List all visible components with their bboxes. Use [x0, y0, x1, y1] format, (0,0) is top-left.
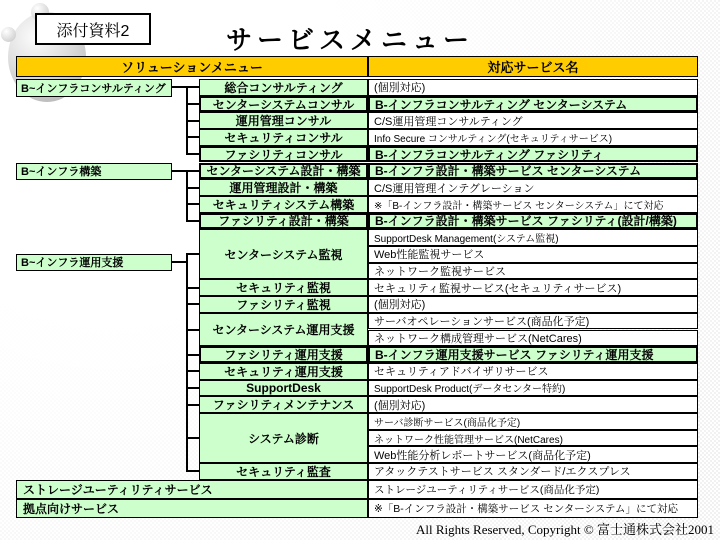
service-cell: ※「B-インフラ設計・構築サービス センターシステム」にて対応 — [368, 196, 698, 213]
service-cell: SupportDesk Product(データセンター特約) — [368, 380, 698, 397]
tree-branch — [186, 370, 199, 372]
tree-branch — [186, 136, 199, 138]
category-box: B~インフラ構築 — [16, 163, 172, 181]
service-cell: (個別対応) — [368, 296, 698, 313]
tree-branch — [186, 187, 199, 189]
column-header-service-name: 対応サービス名 — [368, 56, 698, 77]
service-cell: Web性能分析レポートサービス(商品化予定) — [368, 446, 698, 463]
tree-branch — [186, 170, 199, 172]
service-cell: サーバ診断サービス(商品化予定) — [368, 413, 698, 430]
category-box: B~インフラコンサルティング — [16, 79, 172, 97]
tree-branch — [186, 470, 199, 472]
solution-cell: セキュリティ運用支援 — [199, 363, 368, 380]
service-cell: セキュリティ監視サービス(セキュリティサービス) — [368, 279, 698, 296]
tree-branch — [186, 303, 199, 305]
service-cell: B-インフラコンサルティング センターシステム — [368, 96, 698, 113]
tree-branch — [186, 354, 199, 356]
tree-branch — [186, 387, 199, 389]
solution-cell: SupportDesk — [199, 380, 368, 397]
solution-cell: ファシリティメンテナンス — [199, 396, 368, 413]
service-cell-bottom: ストレージユーティリティサービス(商品化予定) — [368, 480, 698, 499]
page-title: サービスメニュー — [225, 25, 474, 55]
service-cell: C/S運用管理インテグレーション — [368, 179, 698, 196]
service-cell: (個別対応) — [368, 396, 698, 413]
solution-cell: ファシリティ運用支援 — [199, 346, 368, 363]
solution-cell: センターシステム運用支援 — [199, 313, 368, 346]
service-cell: B-インフラコンサルティング ファシリティ — [368, 146, 698, 163]
service-cell: SupportDesk Management(システム監視) — [368, 229, 698, 246]
service-cell: B-インフラ設計・構築サービス センターシステム — [368, 163, 698, 180]
service-cell: セキュリティアドバイザリサービス — [368, 363, 698, 380]
solution-cell: センターシステム設計・構築 — [199, 163, 368, 180]
small-sphere-icon — [1, 27, 16, 42]
service-cell: サーバオペレーションサービス(商品化予定) — [368, 313, 698, 330]
service-cell: Web性能監視サービス — [368, 246, 698, 263]
solution-cell-bottom: 拠点向けサービス — [16, 499, 368, 518]
solution-cell: センターシステム監視 — [199, 229, 368, 279]
service-cell: ネットワーク構成管理サービス(NetCares) — [368, 330, 698, 347]
tree-branch — [186, 287, 199, 289]
tree-branch — [186, 220, 199, 222]
service-cell: B-インフラ設計・構築サービス ファシリティ(設計/構築) — [368, 213, 698, 230]
category-box: B~インフラ運用支援 — [16, 254, 172, 272]
tree-branch — [186, 120, 199, 122]
tree-branch — [186, 203, 199, 205]
solution-cell: ファシリティコンサル — [199, 146, 368, 163]
tree-branch — [186, 437, 199, 439]
column-header-solution-menu: ソリューションメニュー — [16, 56, 368, 77]
tree-branch — [186, 329, 199, 331]
service-cell: C/S運用管理コンサルティング — [368, 112, 698, 129]
attachment-label: 添付資料2 — [56, 22, 130, 40]
service-cell: ネットワーク性能管理サービス(NetCares) — [368, 430, 698, 447]
solution-cell-bottom: ストレージユーティリティサービス — [16, 480, 368, 499]
solution-cell: ファシリティ設計・構築 — [199, 213, 368, 230]
solution-cell: セキュリティコンサル — [199, 129, 368, 146]
solution-cell: セキュリティシステム構築 — [199, 196, 368, 213]
solution-cell: 運用管理設計・構築 — [199, 179, 368, 196]
service-cell-bottom: ※「B-インフラ設計・構築サービス センターシステム」にて対応 — [368, 499, 698, 518]
tree-branch — [186, 404, 199, 406]
solution-cell: 運用管理コンサル — [199, 112, 368, 129]
copyright-footer: All Rights Reserved, Copyright © 富士通株式会社2001 — [415, 522, 714, 537]
service-cell: ネットワーク監視サービス — [368, 263, 698, 280]
service-cell: (個別対応) — [368, 79, 698, 96]
solution-cell: センターシステムコンサル — [199, 96, 368, 113]
solution-cell: セキュリティ監視 — [199, 279, 368, 296]
tree-branch — [186, 153, 199, 155]
tree-branch — [186, 103, 199, 105]
service-cell: アタックテストサービス スタンダード/エクスプレス — [368, 463, 698, 480]
solution-cell: セキュリティ監査 — [199, 463, 368, 480]
solution-cell: ファシリティ監視 — [199, 296, 368, 313]
tree-branch — [186, 253, 199, 255]
service-cell: Info Secure コンサルティング(セキュリティサービス) — [368, 129, 698, 146]
service-cell: B-インフラ運用支援サービス ファシリティ運用支援 — [368, 346, 698, 363]
solution-cell: システム診断 — [199, 413, 368, 463]
tree-trunk — [186, 170, 188, 222]
tree-branch — [186, 86, 199, 88]
solution-cell: 総合コンサルティング — [199, 79, 368, 96]
